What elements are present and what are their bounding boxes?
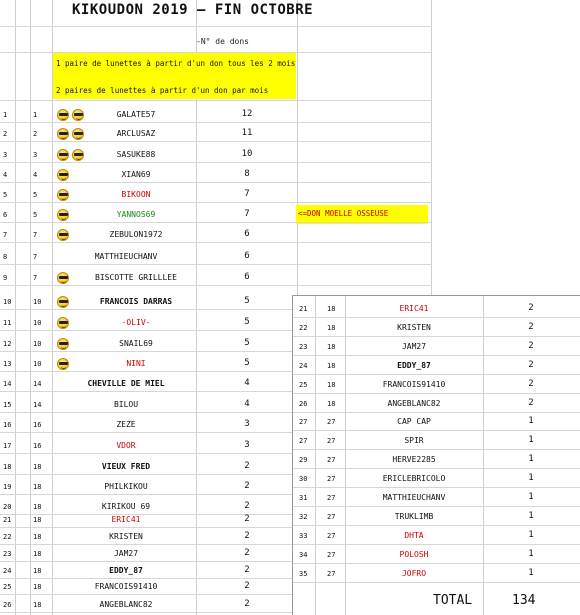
donation-count: 2: [528, 303, 534, 313]
row-rank: 18: [327, 361, 336, 370]
overlay-ranking-table: [292, 295, 580, 615]
donor-name: ARCLUSAZ: [116, 129, 156, 138]
row-rank: 18: [327, 305, 336, 313]
row-index: 26: [3, 601, 12, 609]
row-divider: [293, 506, 580, 507]
sunglasses-smiley-icon: [57, 272, 69, 284]
row-divider: [0, 202, 432, 203]
donation-count: 2: [528, 321, 534, 332]
sunglasses-smiley-icon: [57, 296, 69, 308]
donation-count: 2: [244, 481, 250, 491]
donor-name: YANNOS69: [116, 210, 156, 219]
sunglasses-smiley-icon: [57, 338, 69, 350]
donation-count: 5: [244, 358, 250, 368]
row-index: 19: [3, 483, 12, 491]
row-index: 29: [299, 456, 308, 465]
row-rank: 27: [327, 550, 336, 559]
row-rank: 27: [327, 569, 336, 578]
sunglasses-smiley-icon: [57, 189, 69, 201]
row-divider: [293, 317, 580, 318]
row-index: 24: [299, 361, 308, 370]
donation-count: 8: [244, 169, 250, 179]
bone-marrow-note: <=DON MOELLE OSSEUSE: [296, 205, 428, 224]
row-index: 21: [3, 516, 12, 524]
donation-count: 2: [244, 514, 250, 524]
donor-name: ERICLEBRICOLO: [382, 474, 446, 484]
row-divider: [293, 582, 580, 583]
row-index: 12: [3, 340, 12, 348]
row-divider: [293, 412, 580, 413]
donation-count: 5: [244, 338, 250, 348]
row-rank: 7: [33, 253, 38, 261]
donation-count: 1: [528, 529, 534, 540]
row-index: 22: [299, 323, 308, 332]
legend-one-pair: 1 paire de lunettes à partir d'un don tous les 2 mois: [56, 59, 296, 68]
row-divider: [293, 468, 580, 469]
donor-name: BILOU: [113, 400, 139, 409]
donor-name: PHILKIKOU: [104, 482, 148, 491]
row-index: 11: [3, 319, 12, 327]
donor-name: MATTHIEUCHANV: [94, 252, 158, 261]
row-rank: 16: [33, 421, 42, 429]
sunglasses-smiley-icon: [57, 109, 69, 121]
donation-count: 12: [241, 109, 253, 119]
row-rank: 27: [327, 456, 336, 465]
row-divider: [293, 487, 580, 488]
donor-name: VIEUX FRED: [101, 462, 151, 471]
row-index: 5: [3, 191, 8, 199]
row-rank: 18: [327, 399, 336, 408]
row-index: 33: [299, 531, 308, 540]
row-divider: [293, 449, 580, 450]
row-divider: [293, 393, 580, 394]
sunglasses-smiley-icon: [57, 229, 69, 241]
sunglasses-smiley-icon: [57, 169, 69, 181]
donation-count: 6: [244, 272, 250, 282]
donation-count: 2: [244, 501, 250, 511]
row-divider: [0, 182, 432, 183]
row-index: 35: [299, 569, 308, 578]
row-index: 15: [3, 401, 12, 409]
row-rank: 5: [33, 211, 38, 219]
column-header-dons: -N° de dons: [196, 37, 249, 46]
donor-name: ERIC41: [399, 304, 429, 313]
donor-name: XIAN69: [121, 170, 151, 179]
row-rank: 18: [327, 342, 336, 351]
row-index: 30: [299, 475, 308, 484]
row-index: 16: [3, 421, 12, 429]
row-index: 9: [3, 274, 8, 282]
donor-name: -OLIV-: [121, 318, 151, 327]
row-rank: 27: [327, 512, 336, 521]
row-divider: [0, 162, 432, 163]
donation-count: 7: [244, 209, 250, 219]
row-index: 24: [3, 567, 12, 575]
donor-name: EDDY_87: [397, 360, 431, 370]
donor-name: ANGEBLANC82: [99, 600, 153, 609]
donation-count: 1: [528, 435, 534, 446]
row-rank: 14: [33, 380, 42, 388]
donor-name: EDDY_87: [109, 566, 143, 575]
donor-name: FRANCOIS DARRAS: [99, 297, 173, 306]
row-rank: 27: [327, 418, 336, 427]
row-index: 10: [3, 298, 12, 306]
row-index: 4: [3, 171, 8, 179]
sunglasses-smiley-icon: [57, 149, 69, 161]
row-divider: [0, 141, 432, 142]
donation-count: 1: [528, 492, 534, 502]
row-rank: 10: [33, 340, 42, 348]
donation-count: 4: [244, 399, 250, 409]
row-divider: [293, 374, 580, 375]
donation-count: 2: [528, 359, 534, 370]
row-index: 27: [299, 418, 308, 427]
donation-count: 4: [244, 378, 250, 388]
donor-name: BIKOON: [121, 190, 151, 199]
row-divider: [0, 285, 432, 286]
donor-name: ERIC41: [111, 515, 141, 524]
donation-count: 2: [528, 340, 534, 351]
donor-name: CHEVILLE DE MIEL: [87, 379, 165, 388]
row-index: 8: [3, 253, 8, 261]
row-index: 21: [299, 305, 308, 313]
sunglasses-smiley-icon: [57, 209, 69, 221]
donor-name: SNAIL69: [119, 339, 153, 348]
donation-count: 5: [244, 296, 250, 306]
donation-count: 1: [528, 416, 534, 427]
row-index: 34: [299, 550, 308, 559]
donation-count: 1: [528, 510, 534, 521]
donation-count: 2: [244, 531, 250, 541]
donor-name: FRANCOIS91410: [94, 582, 158, 591]
sunglasses-smiley-icon: [72, 149, 84, 161]
row-rank: 4: [33, 171, 38, 179]
donation-count: 3: [244, 440, 250, 450]
row-rank: 27: [327, 437, 336, 446]
row-index: 1: [3, 111, 8, 119]
legend-two-pairs: 2 paires de lunettes à partir d'un don par mois: [56, 86, 269, 95]
donor-name: KRISTEN: [397, 322, 431, 332]
row-index: 22: [3, 533, 12, 541]
row-index: 3: [3, 151, 8, 159]
donor-name: NINI: [126, 359, 146, 368]
sunglasses-smiley-icon: [72, 128, 84, 140]
donor-name: HERVE2285: [392, 455, 436, 465]
row-rank: 18: [33, 550, 42, 558]
sunglasses-smiley-icon: [72, 109, 84, 121]
row-rank: 18: [33, 533, 42, 541]
donation-count: 2: [244, 565, 250, 575]
row-index: 13: [3, 360, 12, 368]
donation-count: 1: [528, 548, 534, 559]
donor-name: ZEBULON1972: [109, 230, 163, 239]
donor-name: BISCOTTE GRILLLEE: [95, 273, 177, 282]
donation-count: 2: [244, 548, 250, 558]
row-index: 25: [299, 380, 308, 389]
donor-name: DHTA: [404, 530, 424, 540]
row-index: 17: [3, 442, 12, 450]
donation-count: 6: [244, 229, 250, 239]
row-index: 18: [3, 463, 12, 471]
donation-count: 2: [244, 599, 250, 609]
row-index: 32: [299, 512, 308, 521]
row-rank: 27: [327, 494, 336, 502]
row-index: 2: [3, 130, 8, 138]
row-rank: 18: [33, 601, 42, 609]
row-rank: 18: [33, 583, 42, 591]
row-rank: 14: [33, 401, 42, 409]
row-index: 27: [299, 437, 308, 446]
row-divider: [293, 525, 580, 526]
row-divider: [293, 563, 580, 564]
row-index: 20: [3, 503, 12, 511]
total-label: TOTAL: [433, 593, 473, 608]
donor-name: SPIR: [404, 436, 424, 446]
donation-count: 1: [528, 454, 534, 465]
row-rank: 18: [33, 567, 42, 575]
row-divider: [293, 430, 580, 431]
row-rank: 10: [33, 319, 42, 327]
donation-count: 2: [244, 461, 250, 471]
row-divider: [293, 544, 580, 545]
row-rank: 18: [33, 483, 42, 491]
row-index: 6: [3, 211, 8, 219]
row-divider: [0, 264, 432, 265]
row-rank: 5: [33, 191, 38, 199]
donor-name: JAM27: [401, 341, 427, 351]
row-divider: [0, 242, 432, 243]
donor-name: CAP CAP: [397, 417, 431, 427]
row-rank: 18: [33, 503, 42, 511]
donation-count: 11: [241, 128, 253, 138]
row-index: 31: [299, 494, 308, 502]
donor-name: GALATE57: [116, 110, 156, 119]
page-title: KIKOUDON 2019 – FIN OCTOBRE: [72, 2, 314, 18]
row-rank: 2: [33, 130, 38, 138]
donation-count: 7: [244, 189, 250, 199]
donor-name: FRANCOIS91410: [382, 379, 446, 389]
donor-name: VDOR: [116, 441, 136, 450]
row-index: 26: [299, 399, 308, 408]
row-rank: 1: [33, 111, 38, 119]
row-index: 23: [3, 550, 12, 558]
row-rank: 16: [33, 442, 42, 450]
donation-count: 2: [528, 378, 534, 389]
donation-count: 3: [244, 419, 250, 429]
donation-count: 10: [241, 149, 253, 159]
donation-count: 2: [244, 581, 250, 591]
legend-box: [53, 53, 296, 99]
donor-name: SASUKE88: [116, 150, 156, 159]
row-rank: 10: [33, 298, 42, 306]
total-value: 134: [512, 593, 536, 608]
row-index: 25: [3, 583, 12, 591]
donation-count: 1: [528, 567, 534, 578]
row-rank: 10: [33, 360, 42, 368]
donor-name: JAM27: [113, 549, 139, 558]
donor-name: ANGEBLANC82: [387, 398, 441, 408]
row-rank: 18: [327, 380, 336, 389]
row-divider: [0, 122, 432, 123]
row-divider: [293, 355, 580, 356]
row-index: 7: [3, 231, 8, 239]
donor-name: ZEZE: [116, 420, 136, 429]
row-rank: 18: [33, 516, 42, 524]
donor-name: POLOSH: [399, 549, 429, 559]
row-rank: 27: [327, 531, 336, 540]
donor-name: KRISTEN: [109, 532, 143, 541]
row-rank: 7: [33, 231, 38, 239]
donor-name: TRUKLIMB: [394, 511, 434, 521]
donation-count: 2: [528, 397, 534, 408]
sunglasses-smiley-icon: [57, 358, 69, 370]
row-rank: 18: [327, 323, 336, 332]
row-rank: 7: [33, 274, 38, 282]
donation-count: 1: [528, 473, 534, 484]
row-divider: [0, 222, 432, 223]
row-rank: 18: [33, 463, 42, 471]
donation-count: 5: [244, 317, 250, 327]
row-rank: 27: [327, 475, 336, 484]
donor-name: KIRIKOU 69: [101, 502, 151, 511]
sunglasses-smiley-icon: [57, 317, 69, 329]
donor-name: MATTHIEUCHANV: [382, 493, 446, 502]
sunglasses-smiley-icon: [57, 128, 69, 140]
row-rank: 3: [33, 151, 38, 159]
donor-name: JOFRO: [401, 568, 427, 578]
row-index: 14: [3, 380, 12, 388]
row-index: 23: [299, 342, 308, 351]
donation-count: 6: [244, 251, 250, 261]
row-divider: [293, 336, 580, 337]
